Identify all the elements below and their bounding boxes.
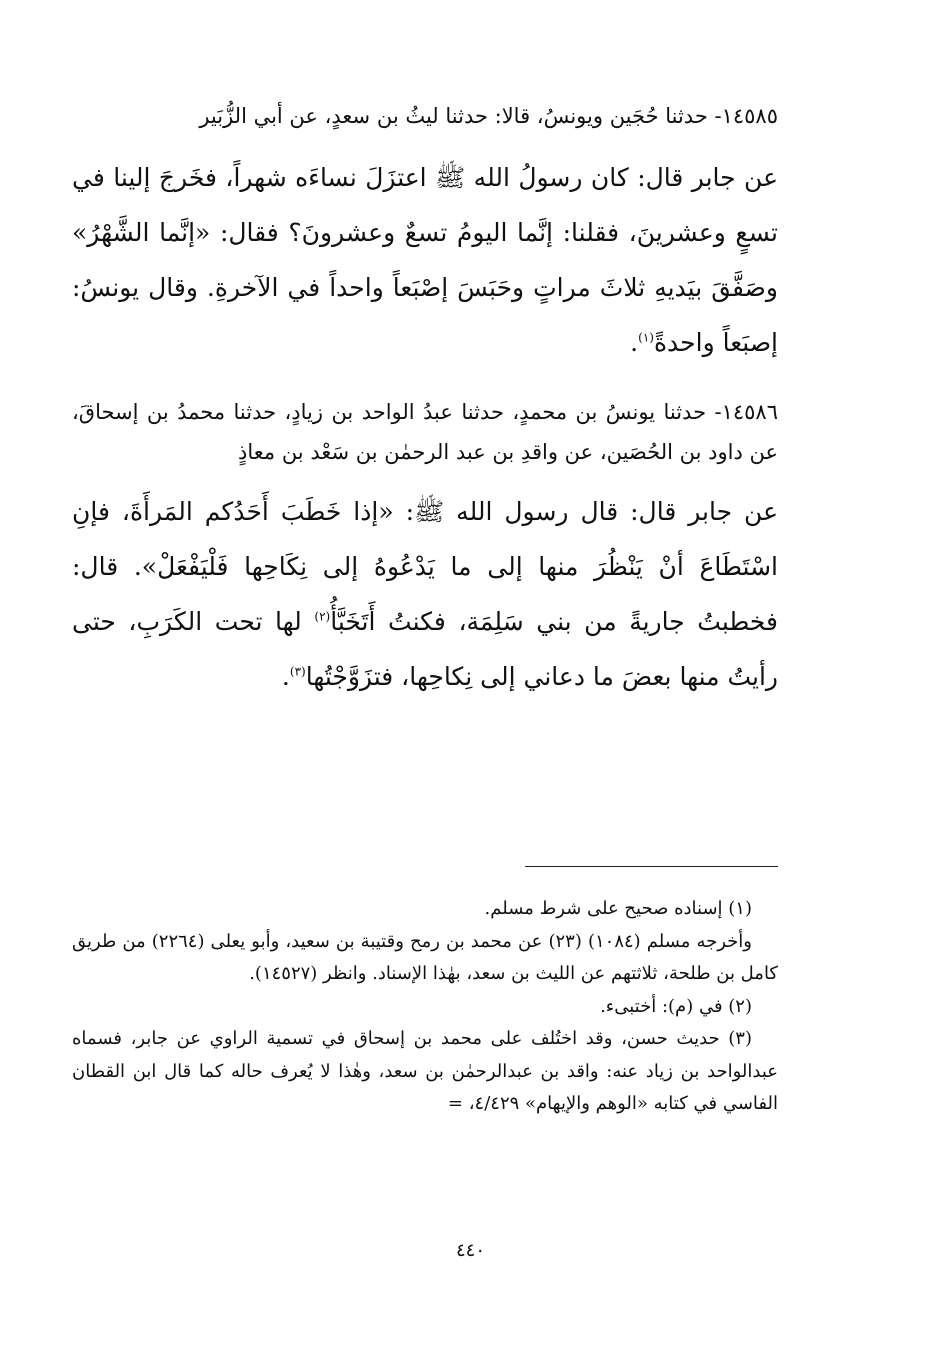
footnote-ref-2[interactable]: (٢) bbox=[314, 609, 331, 624]
footnote-ref-1[interactable]: (١) bbox=[638, 330, 654, 345]
hadith-14585-matn bbox=[72, 150, 778, 370]
page-number: ٤٤٠ bbox=[455, 1240, 485, 1261]
footnote-2: (٢) في (م): أختبىء. bbox=[600, 995, 752, 1017]
hadith-14586-matn-end: . bbox=[281, 662, 290, 691]
hadith-14586-isnad bbox=[72, 392, 778, 472]
hadith-14586-matn bbox=[72, 484, 778, 704]
hadith-14586-matn-text: عن جابر قال: قال رسول الله ﷺ: «إذا خَطَبَ أَحَدُكم المَرأَةَ، فإنِ اسْتَطَاعَ أنْ يَنْظُرَ منها إلى ما يَدْعُوهُ إلى نِكَاحِها فَلْيَفْعَلْ». قال: فخطبتُ جاريةً من بني سَلِمَة، فكنتُ أَتَخَبَّأُ bbox=[72, 497, 778, 636]
footnote-1: (١) إسناده صحيح على شرط مسلم. bbox=[484, 898, 752, 919]
footnotes bbox=[72, 893, 778, 1121]
main-text bbox=[72, 96, 778, 704]
footnote-separator bbox=[525, 866, 778, 867]
footnote-3: (٣) حديث حسن، وقد اختُلف على محمد بن إسحاق في تسمية الراوي عن جابر، فسماه عبدالواحد بن زياد عنه: واقد بن عبدالرحمٰن بن سعد، وهٰذا لا يُعرف حاله كما قال ابن القطان الفاسي في كتابه «الوهم والإيهام» ٤/٤٢٩، = bbox=[72, 1028, 778, 1114]
hadith-14586-matn-continuation: لها تحت الكَرَبِ، حتى رأيتُ منها بعضَ ما دعاني إلى نِكاحِها، فتزَوَّجْتُها bbox=[72, 607, 778, 691]
hadith-14585-matn-end: . bbox=[630, 328, 639, 357]
hadith-14585-isnad bbox=[72, 96, 778, 136]
footnote-1-continuation: وأخرجه مسلم (١٠٨٤) (٢٣) عن محمد بن رمح وقتيبة بن سعيد، وأبو يعلى (٢٢٦٤) من طريق كامل بن طلحة، ثلاثتهم عن الليث بن سعد، بهٰذا الإسناد. وانظر (١٤٥٢٧). bbox=[72, 930, 778, 984]
footnote-ref-3[interactable]: (٣) bbox=[289, 664, 306, 679]
hadith-14586-isnad-text: ١٤٥٨٦- حدثنا يونسُ بن محمدٍ، حدثنا عبدُ الواحد بن زيادٍ، حدثنا محمدُ بن إسحاقَ، عن داود بن الحُصَين، عن واقدِ بن عبد الرحمٰن بن سَعْد بن معاذٍ bbox=[72, 400, 778, 464]
hadith-14585-isnad-text: ١٤٥٨٥- حدثنا حُجَين ويونسُ، قالا: حدثنا ليثُ بن سعدٍ، عن أبي الزُّبَير bbox=[199, 104, 778, 128]
hadith-14585-matn-text: عن جابر قال: كان رسولُ الله ﷺ اعتزَلَ نساءَه شهراً، فخَرجَ إلينا في تسعٍ وعشرينَ، فقلنا: إنَّما اليومُ تسعٌ وعشرونَ؟ فقال: «إنَّما الشَّهْرُ» وصَفَّقَ بيَديهِ ثلاثَ مراتٍ وحَبَسَ إصْبَعاً واحداً في الآخرةِ. وقال يونسُ: إصبَعاً واحدةً bbox=[72, 163, 778, 357]
